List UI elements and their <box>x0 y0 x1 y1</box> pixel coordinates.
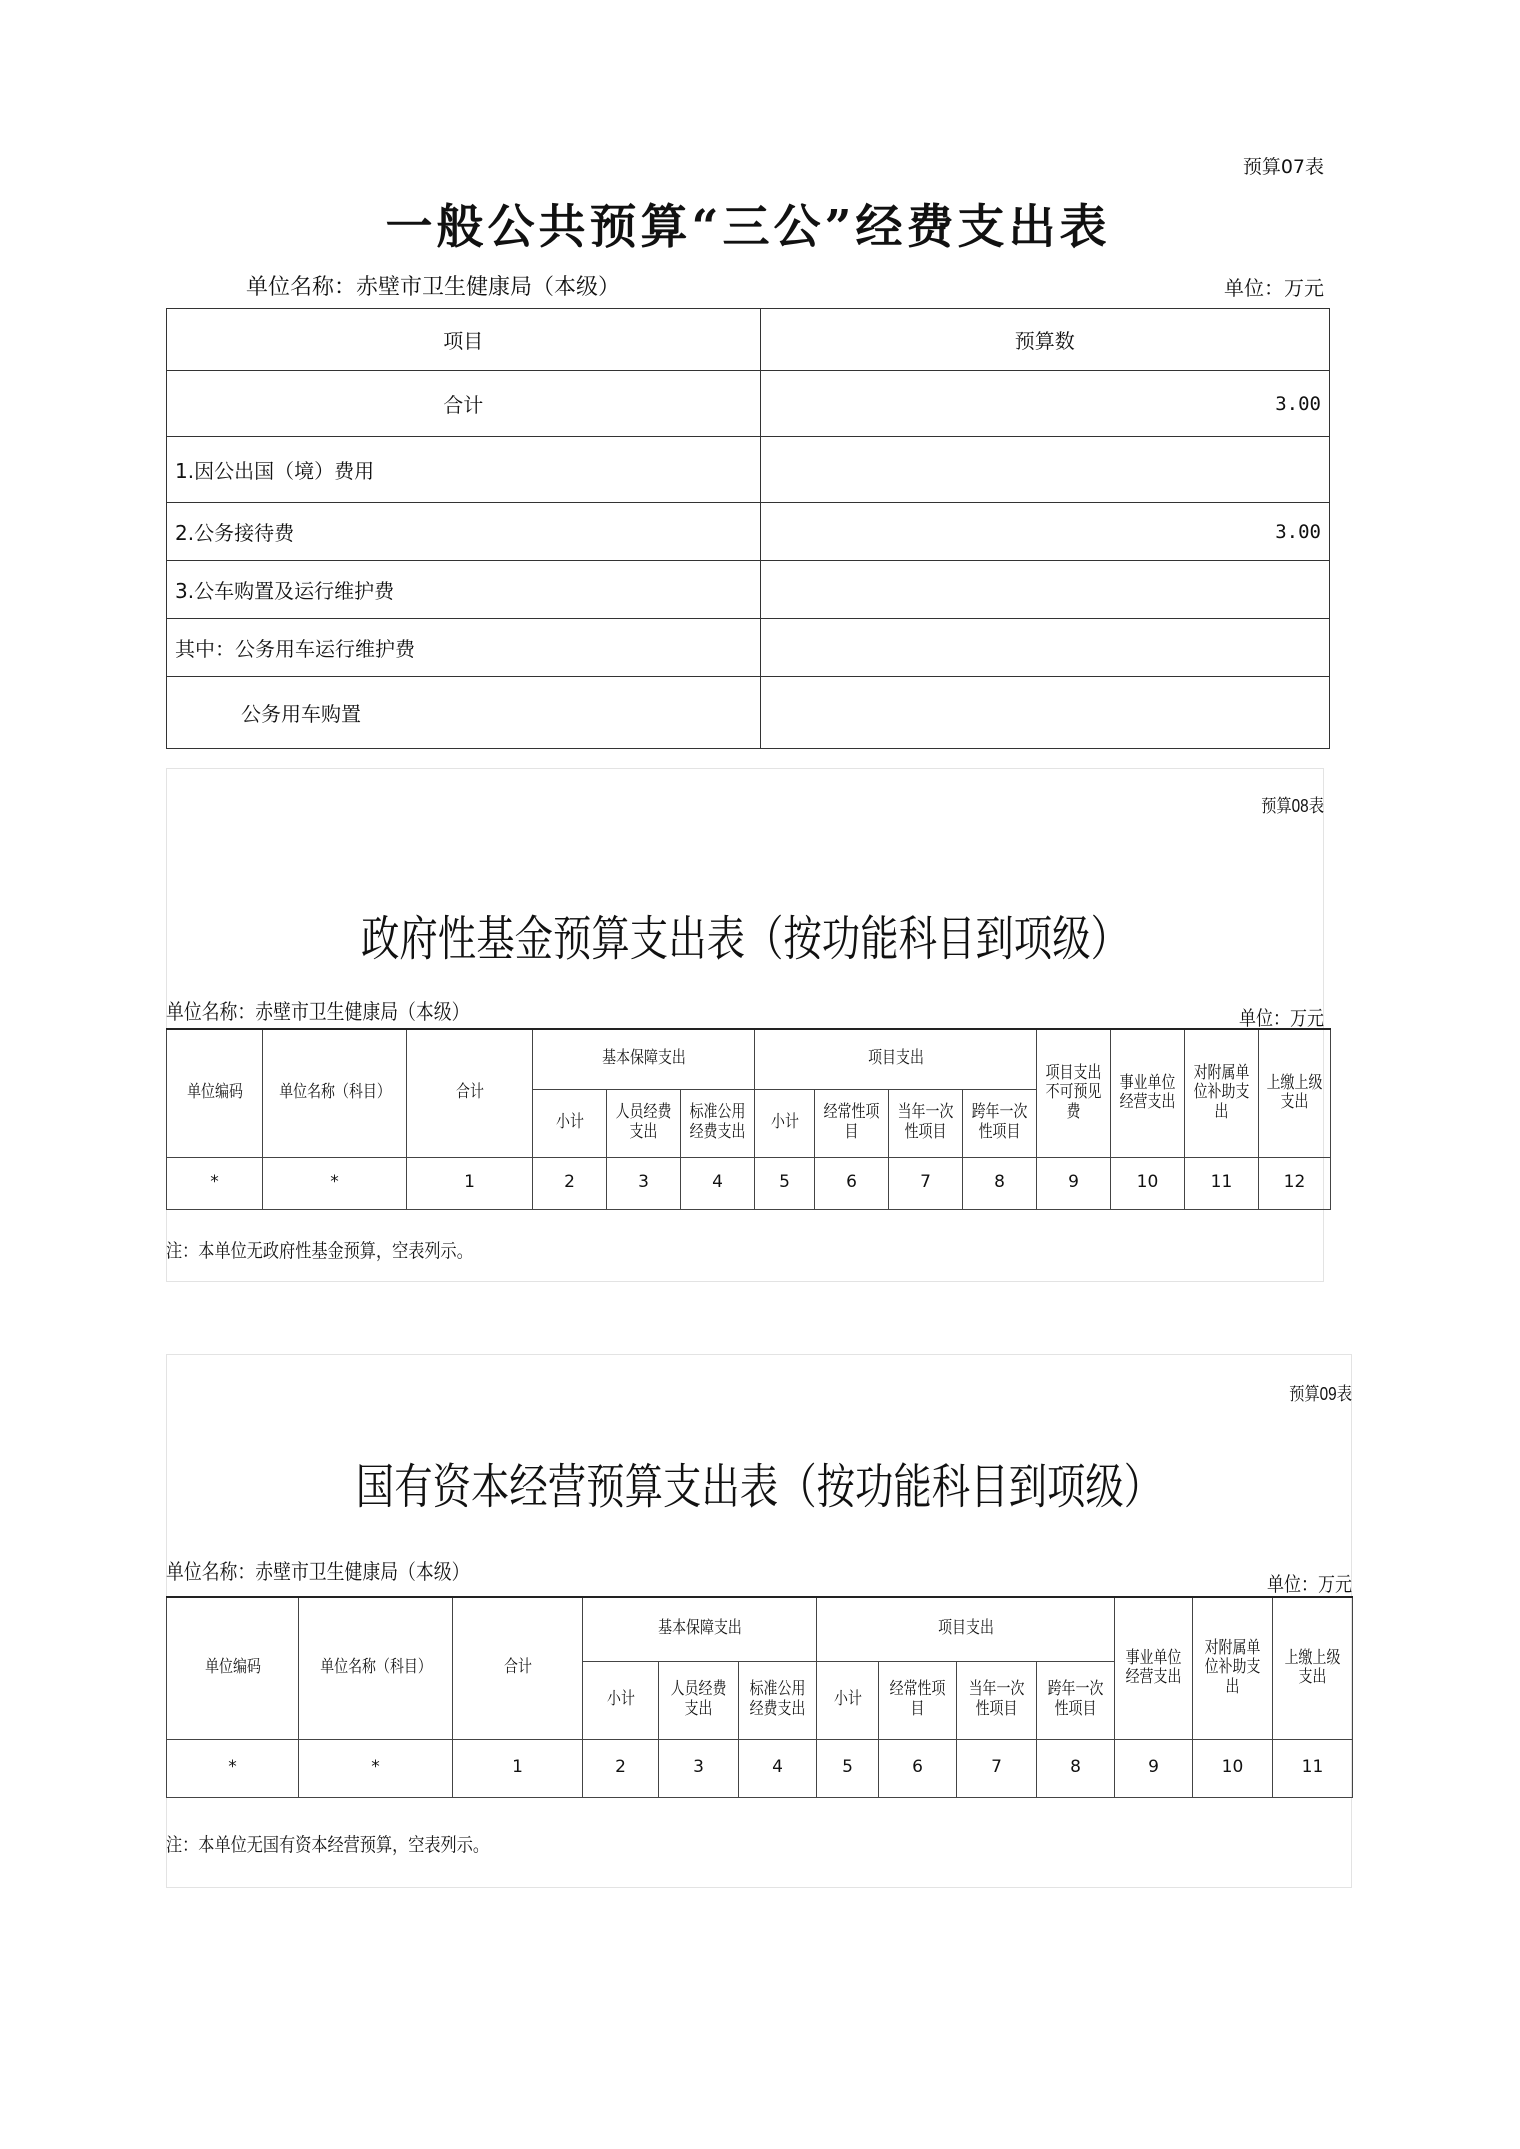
header-enterprise: 事业单位经营支出 <box>1115 1597 1193 1739</box>
table-header-row <box>167 1029 1331 1089</box>
index-cell: * <box>263 1157 407 1209</box>
index-cell: 2 <box>583 1739 659 1797</box>
header-project: 项目支出 <box>755 1029 1037 1089</box>
index-cell: 3 <box>607 1157 681 1209</box>
header-project-subtotal: 小计 <box>817 1661 879 1739</box>
index-cell: 9 <box>1115 1739 1193 1797</box>
table08-code: 预算08表 <box>1261 796 1324 816</box>
row-amount <box>760 677 1330 749</box>
header-one-time-project: 当年一次性项目 <box>889 1089 963 1157</box>
index-cell: 5 <box>755 1157 815 1209</box>
table-row <box>167 677 1330 749</box>
row-item: 合计 <box>167 371 761 437</box>
header-cross-year-project: 跨年一次性项目 <box>1037 1661 1115 1739</box>
header-upper: 上缴上级支出 <box>1273 1597 1353 1739</box>
index-cell: 1 <box>453 1739 583 1797</box>
index-cell: 11 <box>1185 1157 1259 1209</box>
table09-code: 预算09表 <box>1289 1384 1352 1404</box>
header-total: 合计 <box>407 1029 533 1157</box>
index-cell: 12 <box>1259 1157 1331 1209</box>
index-cell: 8 <box>963 1157 1037 1209</box>
table-row <box>167 437 1330 503</box>
gov-fund-expense-table <box>166 1028 1331 1210</box>
header-cross-year-project: 跨年一次性项目 <box>963 1089 1037 1157</box>
table08-note: 注：本单位无政府性基金预算，空表列示。 <box>166 1240 473 1262</box>
header-basic: 基本保障支出 <box>583 1597 817 1661</box>
table-row <box>167 561 1330 619</box>
index-cell: * <box>167 1739 299 1797</box>
table09-note: 注：本单位无国有资本经营预算，空表列示。 <box>166 1834 490 1856</box>
table-row <box>167 619 1330 677</box>
header-unit-subject: 单位名称（科目） <box>263 1029 407 1157</box>
header-public-funds: 标准公用经费支出 <box>681 1089 755 1157</box>
index-cell: 10 <box>1193 1739 1273 1797</box>
index-cell: * <box>167 1157 263 1209</box>
table08-title: 政府性基金预算支出表（按功能科目到项级） <box>360 911 1129 967</box>
index-cell: 6 <box>815 1157 889 1209</box>
row-amount <box>760 437 1330 503</box>
header-total: 合计 <box>453 1597 583 1739</box>
row-item: 1.因公出国（境）费用 <box>167 437 761 503</box>
state-capital-expense-table <box>166 1596 1353 1798</box>
table08-unit-name: 单位名称：赤壁市卫生健康局（本级） <box>166 1000 470 1024</box>
header-personnel: 人员经费支出 <box>607 1089 681 1157</box>
header-unit-code: 单位编码 <box>167 1597 299 1739</box>
row-amount <box>760 619 1330 677</box>
table-header-row <box>167 309 1330 371</box>
header-upper: 上缴上级支出 <box>1259 1029 1331 1157</box>
header-public-funds: 标准公用经费支出 <box>739 1661 817 1739</box>
table-row <box>167 371 1330 437</box>
row-item: 公务用车购置 <box>167 677 761 749</box>
row-item: 其中：公务用车运行维护费 <box>167 619 761 677</box>
table-header-row <box>167 1597 1353 1661</box>
header-regular-project: 经常性项目 <box>879 1661 957 1739</box>
table07-code: 预算07表 <box>1242 156 1324 178</box>
row-item: 3.公车购置及运行维护费 <box>167 561 761 619</box>
header-unforeseen: 项目支出不可预见费 <box>1037 1029 1111 1157</box>
row-item: 2.公务接待费 <box>167 503 761 561</box>
table07-title: 一般公共预算“三公”经费支出表 <box>385 200 1111 255</box>
header-project: 项目支出 <box>817 1597 1115 1661</box>
index-cell: 5 <box>817 1739 879 1797</box>
index-cell: 9 <box>1037 1157 1111 1209</box>
header-basic-subtotal: 小计 <box>533 1089 607 1157</box>
header-unit-subject: 单位名称（科目） <box>299 1597 453 1739</box>
table09-unit-name: 单位名称：赤壁市卫生健康局（本级） <box>166 1560 470 1584</box>
header-basic-subtotal: 小计 <box>583 1661 659 1739</box>
header-one-time-project: 当年一次性项目 <box>957 1661 1037 1739</box>
table07-unit: 单位：万元 <box>1224 276 1324 300</box>
three-public-expense-table <box>166 308 1330 749</box>
header-subsidy: 对附属单位补助支出 <box>1193 1597 1273 1739</box>
index-cell: 7 <box>889 1157 963 1209</box>
table09-title: 国有资本经营预算支出表（按功能科目到项级） <box>355 1459 1163 1515</box>
index-cell: 10 <box>1111 1157 1185 1209</box>
row-amount <box>760 561 1330 619</box>
header-basic: 基本保障支出 <box>533 1029 755 1089</box>
header-personnel: 人员经费支出 <box>659 1661 739 1739</box>
row-amount: 3.00 <box>760 503 1330 561</box>
index-cell: 6 <box>879 1739 957 1797</box>
header-enterprise: 事业单位经营支出 <box>1111 1029 1185 1157</box>
index-cell: 4 <box>681 1157 755 1209</box>
table07-unit-name: 单位名称：赤壁市卫生健康局（本级） <box>246 275 621 300</box>
index-cell: * <box>299 1739 453 1797</box>
header-subsidy: 对附属单位补助支出 <box>1185 1029 1259 1157</box>
header-item: 项目 <box>167 309 761 371</box>
table-row <box>167 503 1330 561</box>
table-index-row <box>167 1157 1331 1209</box>
index-cell: 3 <box>659 1739 739 1797</box>
table08-unit: 单位：万元 <box>1239 1006 1324 1030</box>
index-cell: 4 <box>739 1739 817 1797</box>
index-cell: 7 <box>957 1739 1037 1797</box>
index-cell: 8 <box>1037 1739 1115 1797</box>
header-regular-project: 经常性项目 <box>815 1089 889 1157</box>
header-project-subtotal: 小计 <box>755 1089 815 1157</box>
index-cell: 1 <box>407 1157 533 1209</box>
header-amount: 预算数 <box>760 309 1330 371</box>
index-cell: 11 <box>1273 1739 1353 1797</box>
row-amount: 3.00 <box>760 371 1330 437</box>
table09-unit: 单位：万元 <box>1267 1572 1352 1596</box>
index-cell: 2 <box>533 1157 607 1209</box>
table-index-row <box>167 1739 1353 1797</box>
header-unit-code: 单位编码 <box>167 1029 263 1157</box>
